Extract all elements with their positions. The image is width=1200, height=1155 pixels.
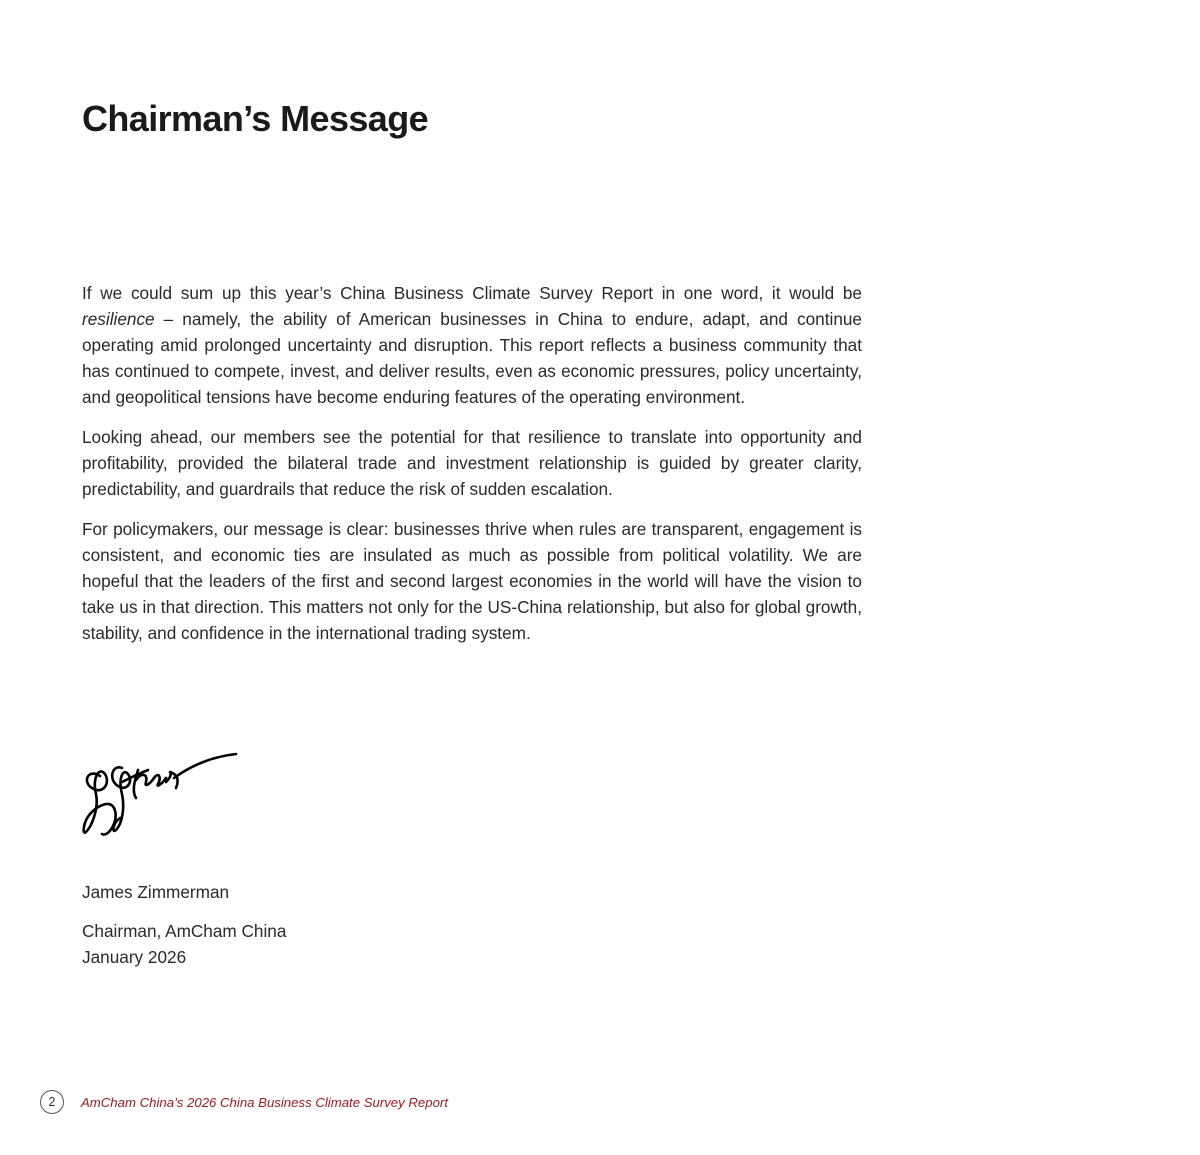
page-number: 2: [40, 1090, 64, 1114]
letter-body: [82, 280, 862, 660]
paragraph-2: Looking ahead, our members see the potential for that resilience to translate into opportunity and profitability, provided the bilateral trade and investment relationship is guided by greater clarity, predictability, and guardrails that reduce the risk of sudden escalation.: [82, 427, 862, 499]
signoff: [82, 879, 286, 970]
paragraph-3: For policymakers, our message is clear: businesses thrive when rules are transparent, engagement is consistent, and economic ties are insulated as much as possible from political volatility. We are hopeful that the leaders of the first and second largest economies in the world will have the vision to take us in that direction. This matters not only for the US-China relationship, but also for global growth, stability, and confidence in the international trading system.: [82, 519, 862, 643]
signer-name: James Zimmerman: [82, 882, 230, 902]
paragraph-1: [82, 280, 862, 410]
letter-date: January 2026: [82, 947, 187, 967]
paragraph-1-emphasis: resilience: [82, 309, 155, 329]
footer-report-title: AmCham China’s 2026 China Business Climate Survey Report: [81, 1094, 448, 1110]
signer-role: Chairman, AmCham China: [82, 921, 287, 941]
page-footer: [40, 1089, 448, 1115]
page-title: Chairman’s Message: [82, 98, 429, 139]
paragraph-1-rest: – namely, the ability of American businesses in China to endure, adapt, and continue operating amid prolonged uncertainty and disruption. This report reflects a business community that has continued to compete, invest, and deliver results, even as economic pressures, policy uncertainty, and geopolitical tensions have become enduring features of the operating environment.: [82, 309, 862, 407]
paragraph-1-intro: If we could sum up this year’s China Business Climate Survey Report in one word, it would be: [82, 283, 862, 303]
signature-image: [78, 748, 242, 840]
